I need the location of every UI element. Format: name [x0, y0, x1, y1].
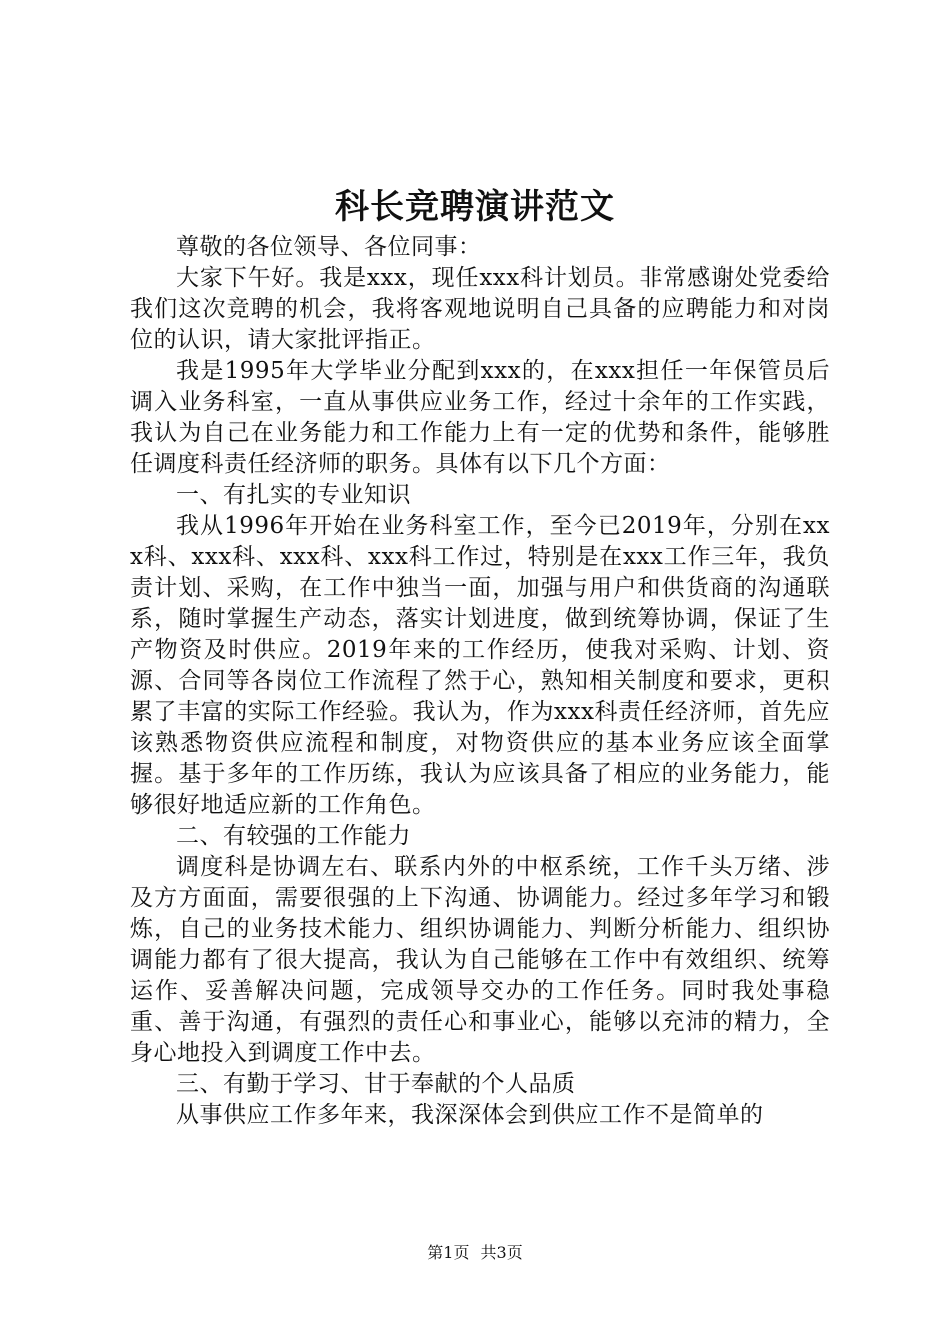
- document-title: 科长竞聘演讲范文: [335, 187, 615, 227]
- paragraph-greeting: 大家下午好。我是xxx，现任xxx科计划员。非常感谢处党委给我们这次竞聘的机会，我将客观地说明自己具备的应聘能力和对岗位的认识，请大家批评指正。: [130, 265, 830, 353]
- page-footer: [0, 1241, 950, 1265]
- paragraph-section-1: 我从1996年开始在业务科室工作，至今已2019年，分别在xxx科、xxx科、xxx科、xxx科工作过，特别是在xxx工作三年，我负责计划、采购，在工作中独当一面，加强与用户和供货商的沟通联系，随时掌握生产动态，落实计划进度，做到统筹协调，保证了生产物资及时供应。2019年来的工作经历，使我对采购、计划、资源、合同等各岗位工作流程了然于心，熟知相关制度和要求，更积累了丰富的实际工作经验。我认为，作为xxx科责任经济师，首先应该熟悉物资供应流程和制度，对物资供应的基本业务应该全面掌握。基于多年的工作历练，我认为应该具备了相应的业务能力，能够很好地适应新的工作角色。: [130, 513, 830, 818]
- section-heading-3: 三、有勤于学习、甘于奉献的个人品质: [176, 1071, 576, 1097]
- paragraph-section-3: 从事供应工作多年来，我深深体会到供应工作不是简单的: [176, 1102, 764, 1128]
- page-number: 第1页: [427, 1243, 470, 1262]
- page-total: 共3页: [480, 1243, 523, 1262]
- section-heading-1: 一、有扎实的专业知识: [176, 482, 411, 508]
- section-heading-2: 二、有较强的工作能力: [176, 823, 411, 849]
- paragraph-background: 我是1995年大学毕业分配到xxx的，在xxx担任一年保管员后调入业务科室，一直从事供应业务工作，经过十余年的工作实践，我认为自己在业务能力和工作能力上有一定的优势和条件，能够胜任调度科责任经济师的职务。具体有以下几个方面：: [130, 358, 830, 477]
- document-body: [130, 232, 830, 1131]
- paragraph-salutation: 尊敬的各位领导、各位同事：: [176, 234, 482, 260]
- paragraph-section-2: 调度科是协调左右、联系内外的中枢系统，工作千头万绪、涉及方方面面，需要很强的上下沟通、协调能力。经过多年学习和锻炼，自己的业务技术能力、组织协调能力、判断分析能力、组织协调能力都有了很大提高，我认为自己能够在工作中有效组织、统筹运作、妥善解决问题，完成领导交办的工作任务。同时我处事稳重、善于沟通，有强烈的责任心和事业心，能够以充沛的精力，全身心地投入到调度工作中去。: [130, 854, 830, 1066]
